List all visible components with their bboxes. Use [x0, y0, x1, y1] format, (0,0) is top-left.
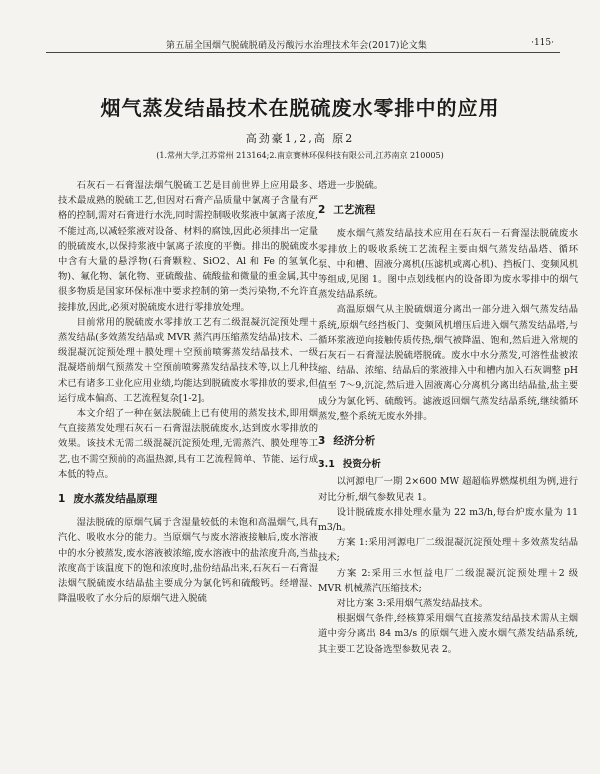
section-heading: [58, 492, 318, 507]
section-number: 3: [318, 435, 326, 448]
author-line: 高劲豪1,2,高 原2: [245, 132, 355, 145]
page-number: ·115·: [531, 38, 554, 48]
body-paragraph: 方案 1:采用河源电厂二级混凝沉淀预处理＋多效蒸发结晶技术;: [318, 537, 578, 564]
affiliation-line: (1.常州大学,江苏常州 213164;2.南京赛林环保科技有限公司,江苏南京 210005): [156, 151, 444, 160]
section-number: 3.1: [318, 459, 335, 471]
paper-title: 烟气蒸发结晶技术在脱硫废水零排中的应用: [100, 96, 500, 120]
section-number: 2: [318, 204, 326, 217]
right-column: [318, 178, 578, 657]
body-paragraph: 湿法脱硫的原烟气属于含湿量较低的未饱和高温烟气,具有汽化、吸收水分的能力。当原烟气与废水溶液接触后,废水溶液中的水分被蒸发,废水溶液被浓缩,废水溶液中的盐浓度升高,当盐浓度高于该温度下的饱和浓度时,盐份结晶出来,石灰石－石膏湿法烟气脱硫废水结晶盐主要成分为氯化钙和硫酸钙。经增湿、降温吸收了水分后的原烟气进入脱硫: [58, 517, 318, 605]
running-header: [46, 36, 560, 53]
section-title: 工艺流程: [333, 204, 376, 217]
body-paragraph: 塔进一步脱硫。: [318, 180, 384, 191]
section-heading: [318, 434, 578, 449]
body-paragraph: 石灰石－石膏湿法烟气脱硫工艺是目前世界上应用最多、技术最成熟的脱硫工艺,但因对石膏产品质量中氯离子含量有严格的控制,需对石膏进行水洗,同时需控制吸收浆液中氯离子浓度,不能过高,以减轻浆液对设备、材料的腐蚀,因此必须排出一定量的脱硫废水,以保持浆液中氯离子浓度的平衡。排出的脱硫废水中含有大量的悬浮物(石膏颗粒、SiO2、Al 和 Fe 的氢氧化物)、氟化物、氯化物、亚硫酸盐、硫酸盐和微量的重金属,其中很多物质是国家环保标准中要求控制的第一类污染物,不允许直接排放,因此,必须对脱硫废水进行零排放处理。: [58, 180, 318, 313]
body-paragraph: 对比方案 3:采用烟气蒸发结晶技术。: [336, 598, 489, 610]
body-paragraph: 目前常用的脱硫废水零排放工艺有二级混凝沉淀预处理＋蒸发结晶(多效蒸发结晶或 MVR 蒸汽再压缩蒸发结晶)技术、二级混凝沉淀预处理＋膜处理＋空预前喷雾蒸发结晶技术、一级混凝塔前烟气预蒸发＋空预前喷雾蒸发结晶技术等,以上几种技术已有诸多工业化应用业绩,均能达到脱硫废水零排放的要求,但运行成本偏高、工艺流程复杂[1-2]。: [58, 316, 318, 404]
body-paragraph: 废水烟气蒸发结晶技术应用在石灰石－石膏湿法脱硫废水零排放上的吸收系统工艺流程主要由烟气蒸发结晶塔、循环泵、中和槽、固液分离机(压滤机或离心机)、挡板门、变频风机等组成,见图 1。图中点划线框内的设备即为废水零排中的烟气蒸发结晶系统。: [318, 228, 578, 301]
body-paragraph: 以河源电厂一期 2×600 MW 超超临界燃煤机组为例,进行对比分析,烟气参数见表 1。: [318, 476, 578, 503]
section-heading: [318, 457, 578, 472]
body-paragraph: 本文介绍了一种在氨法脱硫上已有使用的蒸发技术,即用烟气直接蒸发处理石灰石－石膏湿法脱硫废水,达到废水零排放的效果。该技术无需二级混凝沉淀预处理,无需蒸汽、膜处理等工艺,也不需空预前的高温热源,具有工艺流程简单、节能、运行成本低的特点。: [58, 408, 318, 480]
section-heading: [318, 203, 578, 218]
journal-title: 第五届全国烟气脱硫脱硝及污酸污水治理技术年会(2017)论文集: [166, 41, 428, 51]
body-paragraph: 根据烟气条件,经核算采用烟气直接蒸发结晶技术需从主烟道中旁分离出 84 m3/s 的原烟气进入废水烟气蒸发结晶系统,其主要工艺设备选型参数见表 2。: [318, 613, 578, 655]
section-title: 经济分析: [333, 435, 376, 448]
body-paragraph: 方案 2:采用三水恒益电厂二级混凝沉淀预处理＋2 级 MVR 机械蒸汽压缩技术;: [318, 567, 578, 594]
body-paragraph: 高温原烟气从主脱硫烟道分离出一部分进入烟气蒸发结晶系统,原烟气经挡板门、变频风机增压后进入烟气蒸发结晶塔,与循环浆液逆向接触传质传热,烟气被降温、饱和,然后进入常规的石灰石－石膏湿法脱硫塔脱硫。废水中水分蒸发,可溶性盐被浓缩、结晶、浓缩、结晶后的浆液排入中和槽内加入石灰调整 pH 值至 7～9,沉淀,然后进入固液离心分离机分离出结晶盐,盐主要成分为氯化钙、硫酸钙。滤液返回烟气蒸发结晶系统,继续循环蒸发,整个系统无废水外排。: [318, 304, 578, 422]
section-title: 投资分析: [342, 459, 381, 471]
body-paragraph: 设计脱硫废水排处理水量为 22 m3/h,每台炉废水量为 11 m3/h。: [318, 506, 578, 534]
section-number: 1: [58, 493, 66, 506]
left-column: [58, 178, 318, 606]
section-title: 废水蒸发结晶原理: [73, 493, 158, 506]
